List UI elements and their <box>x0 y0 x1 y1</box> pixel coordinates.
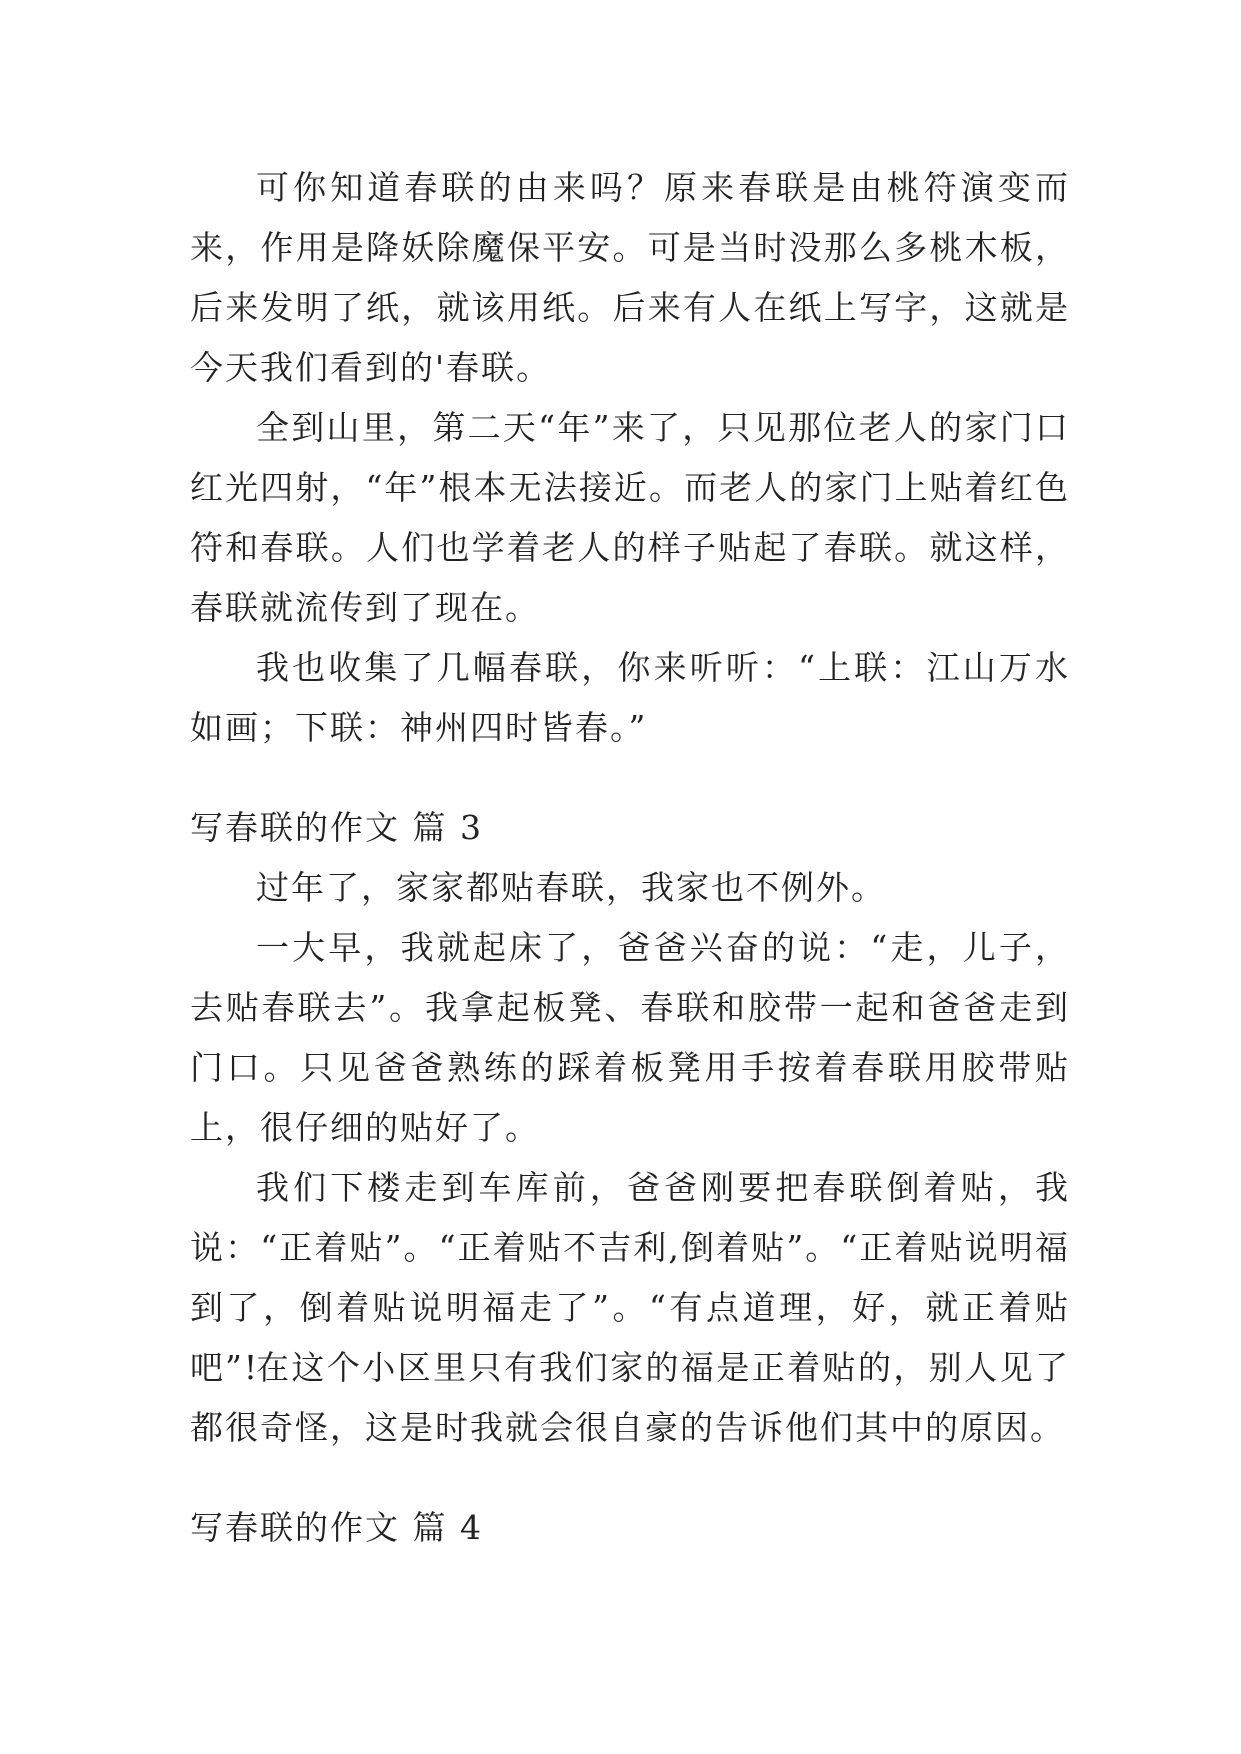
paragraph-garage: 我们下楼走到车库前，爸爸刚要把春联倒着贴，我说：“正着贴”。“正着贴不吉利,倒着贴”。“正着贴说明福到了，倒着贴说明福走了”。“有点道理，好，就正着贴吧”! <box>190 1168 1070 1387</box>
paragraph-nian-story: 全到山里，第二天“年”来了，只见那位老人的家门口红光四射，“年”根本无法接近。而老人的家门上贴着红色符和春联。人们也学着老人的样子贴起了春联。就这样，春联就流传到了现在。 <box>190 408 1070 627</box>
paragraph-neighborhood: 在这个小区里只有我们家的福是正着贴的，别人见了都很奇怪，这是时我就会很自豪的告诉他们其中的原因。 <box>190 1348 1070 1447</box>
paragraph-morning: 一大早，我就起床了，爸爸兴奋的说：“走，儿子，去贴春联去”。我拿起板凳、春联和胶带一起和爸爸走到门口。只见爸爸熟练的踩着板凳用手按着春联用胶带贴上，很仔细的贴好了。 <box>190 928 1070 1147</box>
paragraph-collected-couplets: 我也收集了几幅春联，你来听听：“上联：江山万水如画；下联：神州四时皆春。” <box>190 648 1070 747</box>
paragraph-new-year: 过年了，家家都贴春联，我家也不例外。 <box>256 868 886 907</box>
section-heading-4: 写春联的作文 篇 4 <box>190 1508 483 1547</box>
section-heading-3: 写春联的作文 篇 3 <box>190 808 483 847</box>
paragraph-origin-of-couplets: 可你知道春联的由来吗？原来春联是由桃符演变而来，作用是降妖除魔保平安。可是当时没那么多桃木板，后来发明了纸，就该用纸。后来有人在纸上写字，这就是今天我们看到的'春联。 <box>190 168 1070 387</box>
